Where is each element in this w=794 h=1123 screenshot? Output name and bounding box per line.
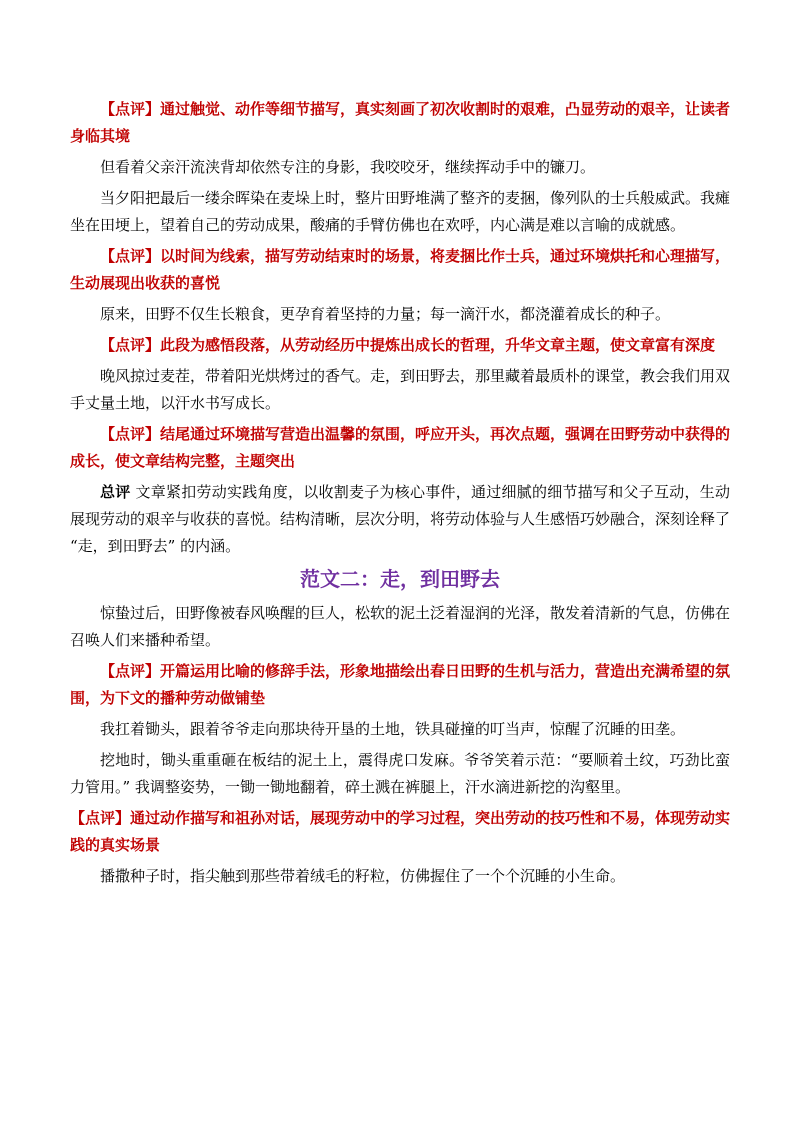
body-paragraph: 我扛着锄头，跟着爷爷走向那块待开垦的土地，铁具碰撞的叮当声，惊醒了沉睡的田垄。 xyxy=(100,720,686,738)
body-paragraph: 晚风掠过麦茬，带着阳光烘烤过的香气。走，到田野去，那里藏着最质朴的课堂，教会我们用双手丈量土地，以汗水书写成长。 xyxy=(70,367,731,412)
summary-text: 文章紧扣劳动实践角度，以收割麦子为核心事件，通过细腻的细节描写和父子互动，生动展现劳动的艰辛与收获的喜悦。结构清晰，层次分明，将劳动体验与人生感悟巧妙融合，深刻诠释了 “走，到田野去” 的内涵。 xyxy=(70,483,731,555)
summary-paragraph xyxy=(70,479,730,560)
comment-paragraph: 【点评】以时间为线索，描写劳动结束时的场景，将麦捆比作士兵，通过环境烘托和心理描写，生动展现出收获的喜悦 xyxy=(70,247,731,292)
body-paragraph: 播撒种子时，指尖触到那些带着绒毛的籽粒，仿佛握住了一个个沉睡的小生命。 xyxy=(100,867,626,885)
summary-label: 总评 xyxy=(100,483,131,501)
body-paragraph: 当夕阳把最后一缕余晖染在麦垛上时，整片田野堆满了整齐的麦捆，像列队的士兵般威武。我瘫坐在田埂上，望着自己的劳动成果，酸痛的手臂仿佛也在欢呼，内心满是难以言喻的成就感。 xyxy=(70,189,731,234)
comment-paragraph: 【点评】通过触觉、动作等细节描写，真实刻画了初次收割时的艰难，凸显劳动的艰辛，让读者身临其境 xyxy=(70,100,731,145)
comment-paragraph: 【点评】此段为感悟段落，从劳动经历中提炼出成长的哲理，升华文章主题，使文章富有深度 xyxy=(100,336,716,354)
comment-paragraph: 【点评】通过动作描写和祖孙对话，展现劳动中的学习过程，突出劳动的技巧性和不易，体现劳动实践的真实场景 xyxy=(70,809,731,854)
comment-paragraph: 【点评】开篇运用比喻的修辞手法，形象地描绘出春日田野的生机与活力，营造出充满希望的氛围，为下文的播种劳动做铺垫 xyxy=(70,662,731,707)
body-paragraph: 惊蛰过后，田野像被春风唤醒的巨人，松软的泥土泛着湿润的光泽，散发着清新的气息，仿佛在召唤人们来播种希望。 xyxy=(70,604,731,649)
section-heading: 范文二：走，到田野去 xyxy=(300,567,500,591)
document-body xyxy=(70,96,730,894)
comment-paragraph: 【点评】结尾通过环境描写营造出温馨的氛围，呼应开头，再次点题，强调在田野劳动中获得的成长，使文章结构完整，主题突出 xyxy=(70,425,731,470)
body-paragraph: 但看着父亲汗流浃背却依然专注的身影，我咬咬牙，继续挥动手中的镰刀。 xyxy=(100,158,596,176)
body-paragraph: 原来，田野不仅生长粮食，更孕育着坚持的力量；每一滴汗水，都浇灌着成长的种子。 xyxy=(100,305,671,323)
body-paragraph: 挖地时，锄头重重砸在板结的泥土上，震得虎口发麻。爷爷笑着示范：“要顺着土纹，巧劲比蛮力管用。” 我调整姿势，一锄一锄地翻着，碎土溅在裤腿上，汗水滴进新挖的沟壑里。 xyxy=(70,751,730,796)
